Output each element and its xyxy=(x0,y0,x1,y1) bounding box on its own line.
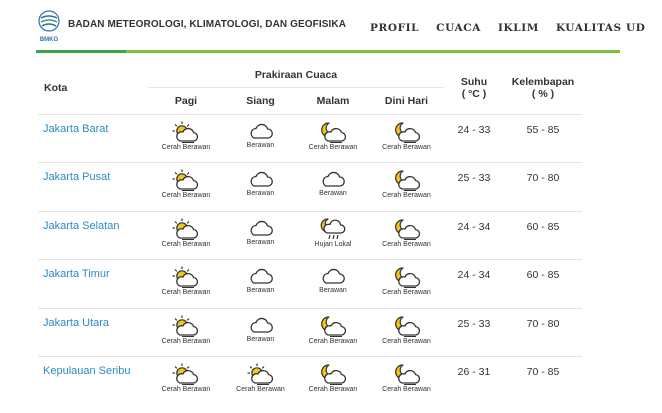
weather-label: Cerah Berawan xyxy=(382,240,431,248)
suhu-header-unit: ( °C ) xyxy=(461,88,487,101)
weather-cell-siang xyxy=(224,308,297,357)
weather-cell-malam xyxy=(297,163,369,212)
weather-cell-malam xyxy=(297,308,369,357)
weather-label: Berawan xyxy=(319,190,347,197)
sun-partly-cloudy-icon xyxy=(224,363,297,385)
moon-partly-cloudy-icon xyxy=(369,266,444,288)
cloud-icon xyxy=(224,169,297,189)
city-link-jakarta-utara[interactable]: Jakarta Utara xyxy=(38,308,148,357)
weather-cell-pagi xyxy=(148,357,224,406)
city-link-kepulauan-seribu[interactable]: Kepulauan Seribu xyxy=(38,357,148,406)
weather-label: Cerah Berawan xyxy=(308,143,358,151)
sun-partly-cloudy-icon xyxy=(148,266,224,288)
weather-cell-dini-hari xyxy=(369,260,444,309)
sun-partly-cloudy-icon xyxy=(148,121,224,143)
moon-partly-cloudy-icon xyxy=(297,121,369,143)
weather-label: Berawan xyxy=(319,287,347,294)
moon-partly-cloudy-icon xyxy=(369,121,444,143)
kota-header: Kota xyxy=(38,63,148,114)
moon-partly-cloudy-icon xyxy=(369,315,444,337)
suhu-header xyxy=(444,63,504,114)
suhu-value: 26 - 31 xyxy=(444,357,504,406)
suhu-value: 24 - 33 xyxy=(444,114,504,163)
nav-item-cuaca[interactable]: CUACA xyxy=(436,22,481,34)
moon-rain-icon xyxy=(297,218,369,240)
weather-label: Cerah Berawan xyxy=(161,337,211,345)
weather-cell-pagi xyxy=(148,308,224,357)
table-row xyxy=(38,163,582,212)
main-nav xyxy=(370,18,646,34)
kelembapan-header-unit: ( % ) xyxy=(531,88,555,101)
sun-partly-cloudy-icon xyxy=(148,363,224,385)
moon-partly-cloudy-icon xyxy=(369,363,444,385)
weather-cell-siang xyxy=(224,260,297,309)
weather-label: Cerah Berawan xyxy=(161,143,211,151)
suhu-header-label: Suhu xyxy=(460,76,488,89)
cloud-icon xyxy=(224,315,297,335)
forecast-body xyxy=(38,114,582,405)
weather-label: Hujan Lokal xyxy=(314,240,352,248)
weather-label: Berawan xyxy=(246,238,275,246)
weather-label: Cerah Berawan xyxy=(382,192,431,199)
cloud-icon xyxy=(297,169,369,189)
kelembapan-value: 55 - 85 xyxy=(504,114,582,163)
weather-cell-pagi xyxy=(148,163,224,212)
site-header xyxy=(0,0,646,54)
weather-cell-dini-hari xyxy=(369,357,444,406)
kelembapan-value: 70 - 80 xyxy=(504,163,582,212)
weather-label: Berawan xyxy=(246,190,275,197)
cloud-icon xyxy=(297,266,369,286)
sun-partly-cloudy-icon xyxy=(148,315,224,337)
weather-forecast-table xyxy=(38,63,582,405)
weather-label: Cerah Berawan xyxy=(308,386,358,393)
weather-cell-siang xyxy=(224,163,297,212)
weather-cell-pagi xyxy=(148,211,224,260)
suhu-value: 24 - 34 xyxy=(444,260,504,309)
weather-cell-dini-hari xyxy=(369,211,444,260)
suhu-value: 25 - 33 xyxy=(444,308,504,357)
weather-cell-dini-hari xyxy=(369,163,444,212)
kelembapan-value: 70 - 85 xyxy=(504,357,582,406)
weather-cell-malam xyxy=(297,211,369,260)
weather-cell-siang xyxy=(224,357,297,406)
weather-label: Cerah Berawan xyxy=(382,143,431,151)
weather-label: Cerah Berawan xyxy=(236,386,285,393)
kelembapan-value: 60 - 85 xyxy=(504,211,582,260)
weather-label: Cerah Berawan xyxy=(161,386,211,393)
kelembapan-header xyxy=(504,63,582,114)
header-accent-bar-active xyxy=(36,50,126,53)
city-link-jakarta-pusat[interactable]: Jakarta Pusat xyxy=(38,163,148,212)
weather-label: Cerah Berawan xyxy=(382,386,431,393)
city-link-jakarta-selatan[interactable]: Jakarta Selatan xyxy=(38,211,148,260)
weather-cell-siang xyxy=(224,114,297,163)
forecast-header: Prakiraan Cuaca xyxy=(148,63,444,87)
suhu-value: 24 - 34 xyxy=(444,211,504,260)
weather-label: Berawan xyxy=(246,287,275,294)
kelembapan-header-label: Kelembapan xyxy=(511,76,575,89)
weather-cell-malam xyxy=(297,114,369,163)
table-row xyxy=(38,211,582,260)
weather-label: Berawan xyxy=(246,141,275,149)
logo-text: BMKG xyxy=(39,37,59,43)
nav-item-profil[interactable]: PROFIL xyxy=(370,22,420,34)
nav-item-iklim[interactable]: IKLIM xyxy=(497,22,539,34)
period-header-dini-hari: Dini Hari xyxy=(384,94,429,107)
weather-cell-pagi xyxy=(148,260,224,309)
city-link-jakarta-timur[interactable]: Jakarta Timur xyxy=(38,260,148,309)
table-row xyxy=(38,114,582,163)
weather-label: Cerah Berawan xyxy=(308,337,358,345)
sun-partly-cloudy-icon xyxy=(148,218,224,240)
sun-partly-cloudy-icon xyxy=(148,169,224,191)
cloud-icon xyxy=(224,266,297,286)
org-name: BADAN METEOROLOGI, KLIMATOLOGI, DAN GEOFISIKA xyxy=(68,19,347,30)
weather-cell-malam xyxy=(297,357,369,406)
period-header-pagi: Pagi xyxy=(174,94,198,107)
weather-cell-dini-hari xyxy=(369,308,444,357)
weather-label: Cerah Berawan xyxy=(161,289,211,296)
nav-item-kualitas-udara[interactable]: KUALITAS UD xyxy=(555,22,646,34)
weather-cell-pagi xyxy=(148,114,224,163)
weather-label: Berawan xyxy=(246,335,275,343)
weather-cell-siang xyxy=(224,211,297,260)
moon-partly-cloudy-icon xyxy=(369,218,444,240)
weather-label: Cerah Berawan xyxy=(382,289,431,296)
moon-partly-cloudy-icon xyxy=(369,169,444,191)
bmkg-logo[interactable] xyxy=(36,10,62,44)
weather-label: Cerah Berawan xyxy=(382,337,431,345)
suhu-value: 25 - 33 xyxy=(444,163,504,212)
moon-partly-cloudy-icon xyxy=(297,363,369,385)
weather-cell-dini-hari xyxy=(369,114,444,163)
weather-cell-malam xyxy=(297,260,369,309)
table-row xyxy=(38,357,582,406)
moon-partly-cloudy-icon xyxy=(297,315,369,337)
table-row xyxy=(38,260,582,309)
table-row xyxy=(38,308,582,357)
kelembapan-value: 60 - 85 xyxy=(504,260,582,309)
kelembapan-value: 70 - 80 xyxy=(504,308,582,357)
cloud-icon xyxy=(224,218,297,238)
weather-label: Cerah Berawan xyxy=(161,192,211,199)
cloud-icon xyxy=(224,121,297,141)
weather-label: Cerah Berawan xyxy=(161,240,211,248)
city-link-jakarta-barat[interactable]: Jakarta Barat xyxy=(38,114,148,163)
period-header-siang: Siang xyxy=(246,94,275,107)
period-header-malam: Malam xyxy=(316,94,350,107)
